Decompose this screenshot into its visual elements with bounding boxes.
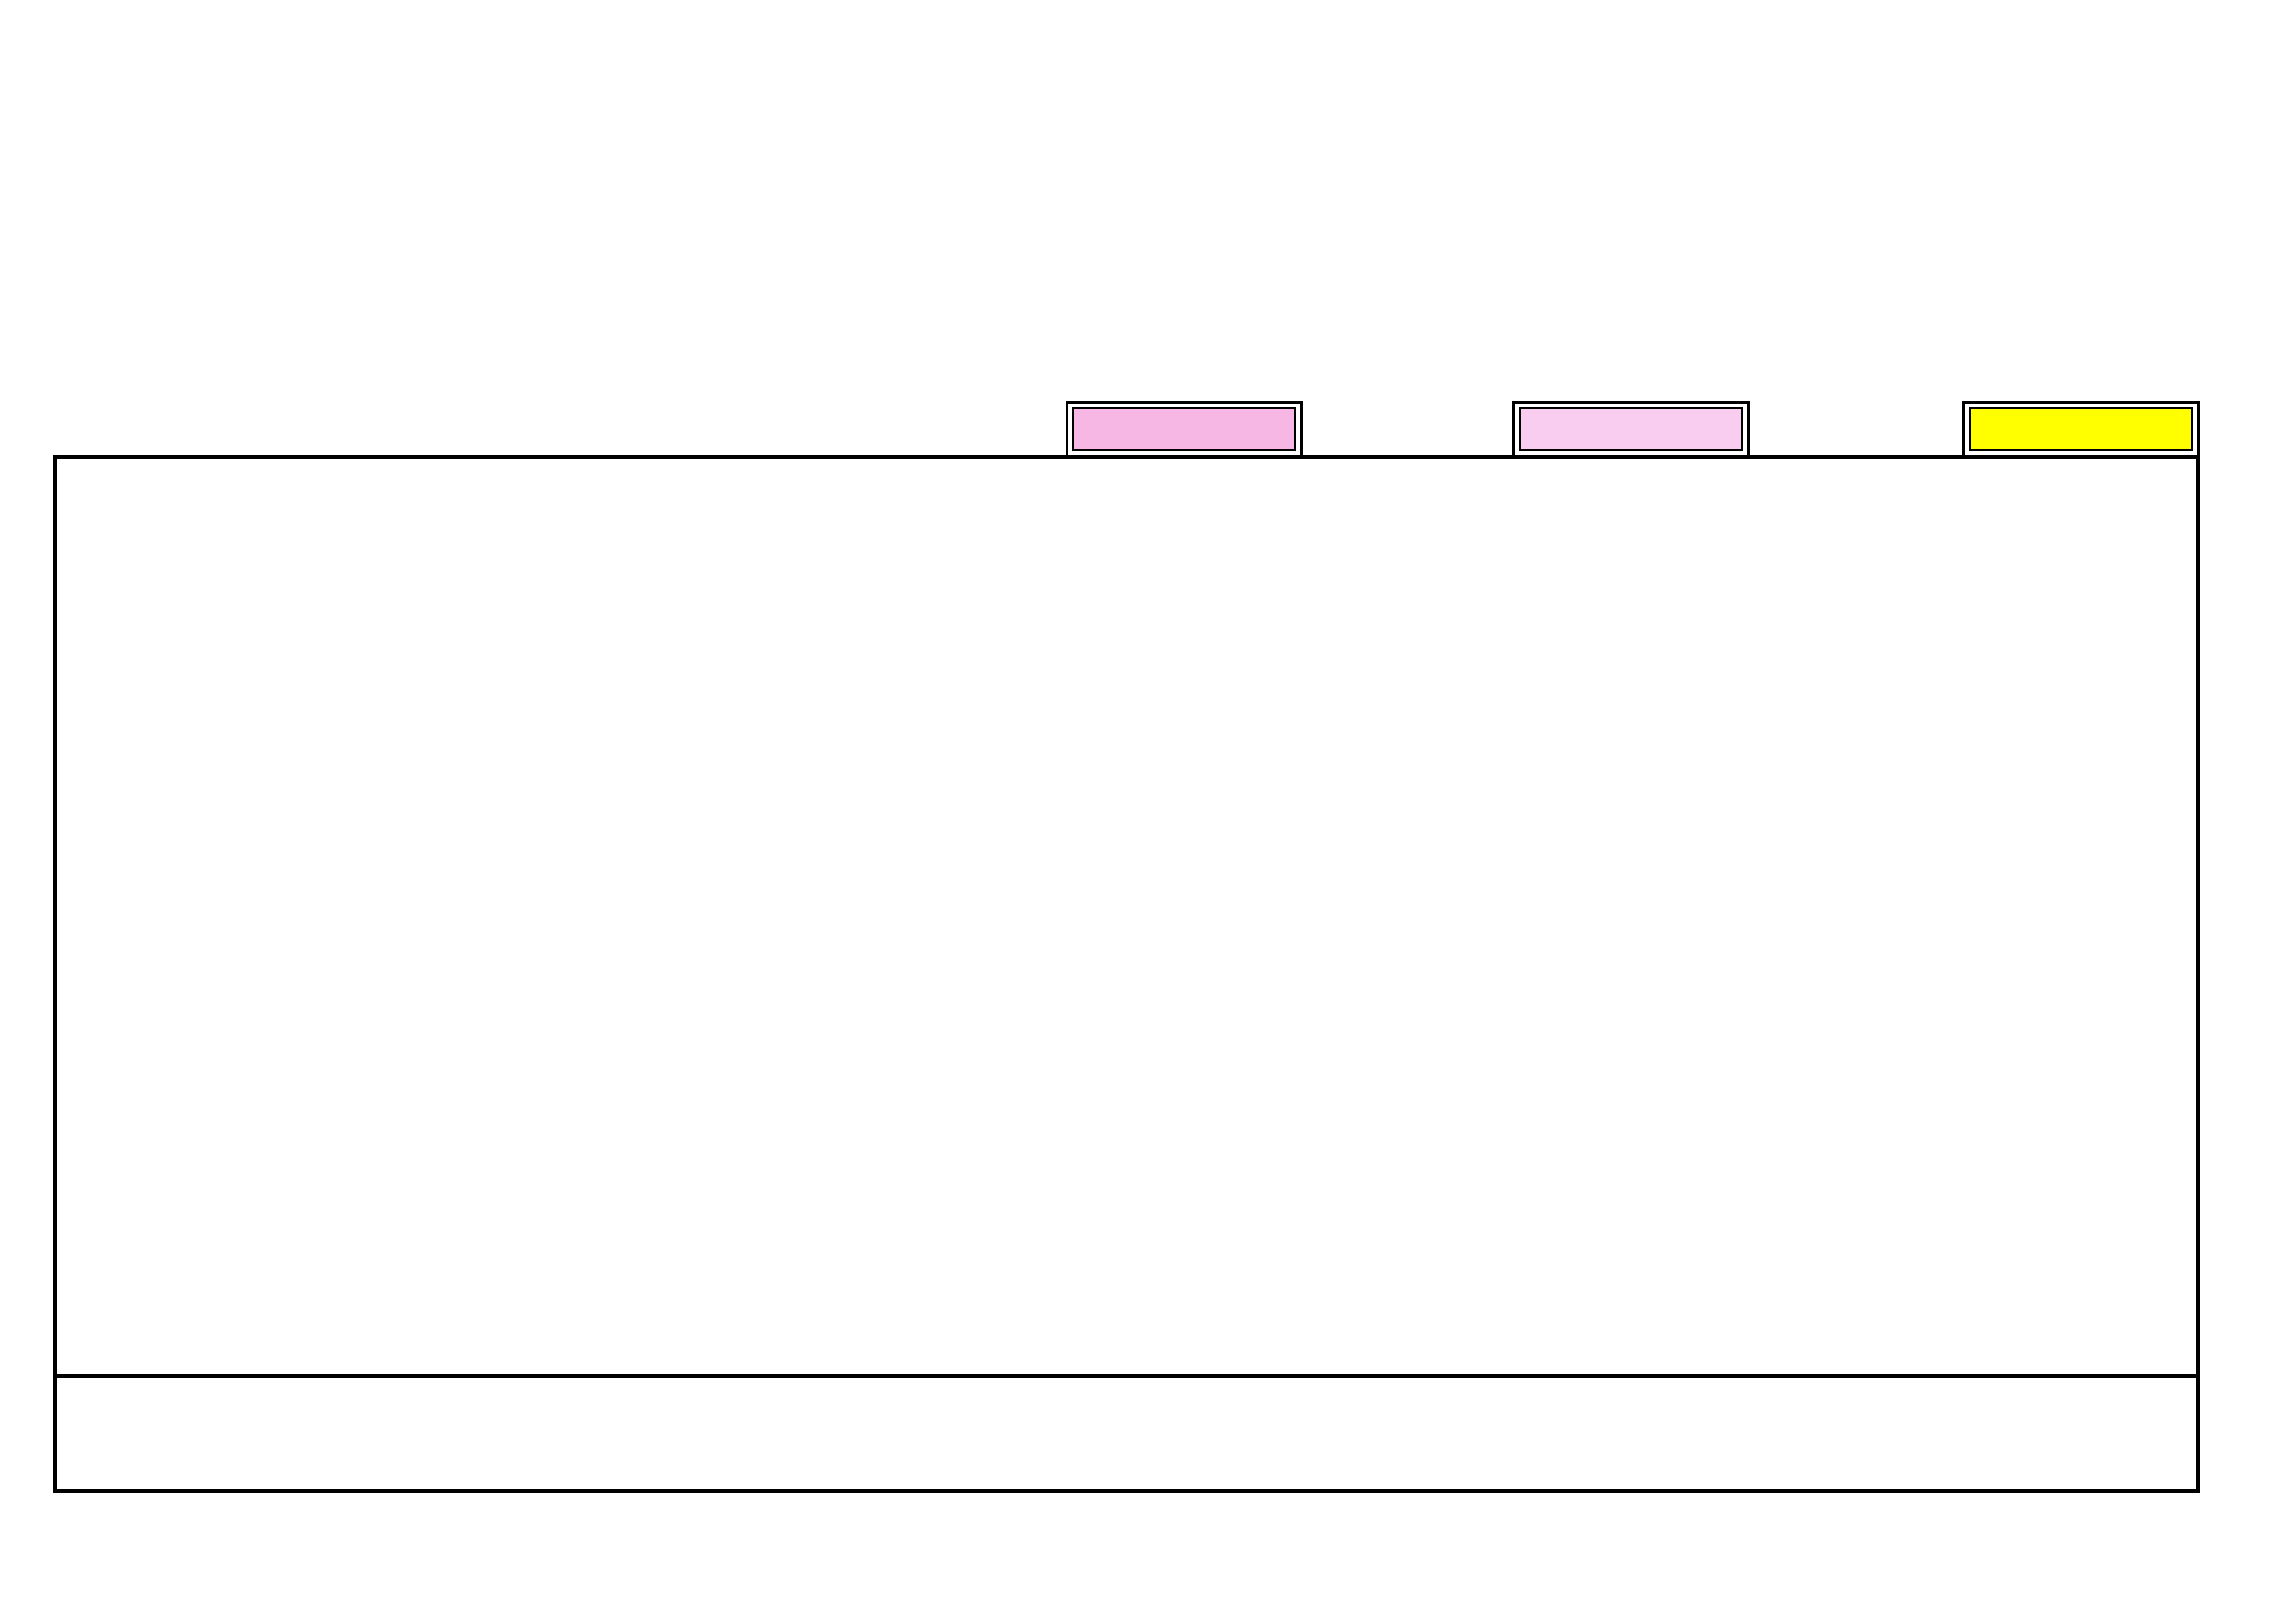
- legend-event: [1066, 401, 1303, 458]
- legend-open-label: [1969, 407, 2193, 451]
- event-notes: [57, 1374, 2196, 1493]
- calendar-table: [53, 455, 2200, 1493]
- legend-open-day: [1962, 401, 2200, 458]
- legend-exhibit: [1512, 401, 1750, 458]
- legend-exhibit-label: [1519, 407, 1743, 451]
- checkered-flag-icon: [1527, 419, 1566, 449]
- legend-event-label: [1072, 407, 1296, 451]
- access-info: [1161, 218, 1188, 258]
